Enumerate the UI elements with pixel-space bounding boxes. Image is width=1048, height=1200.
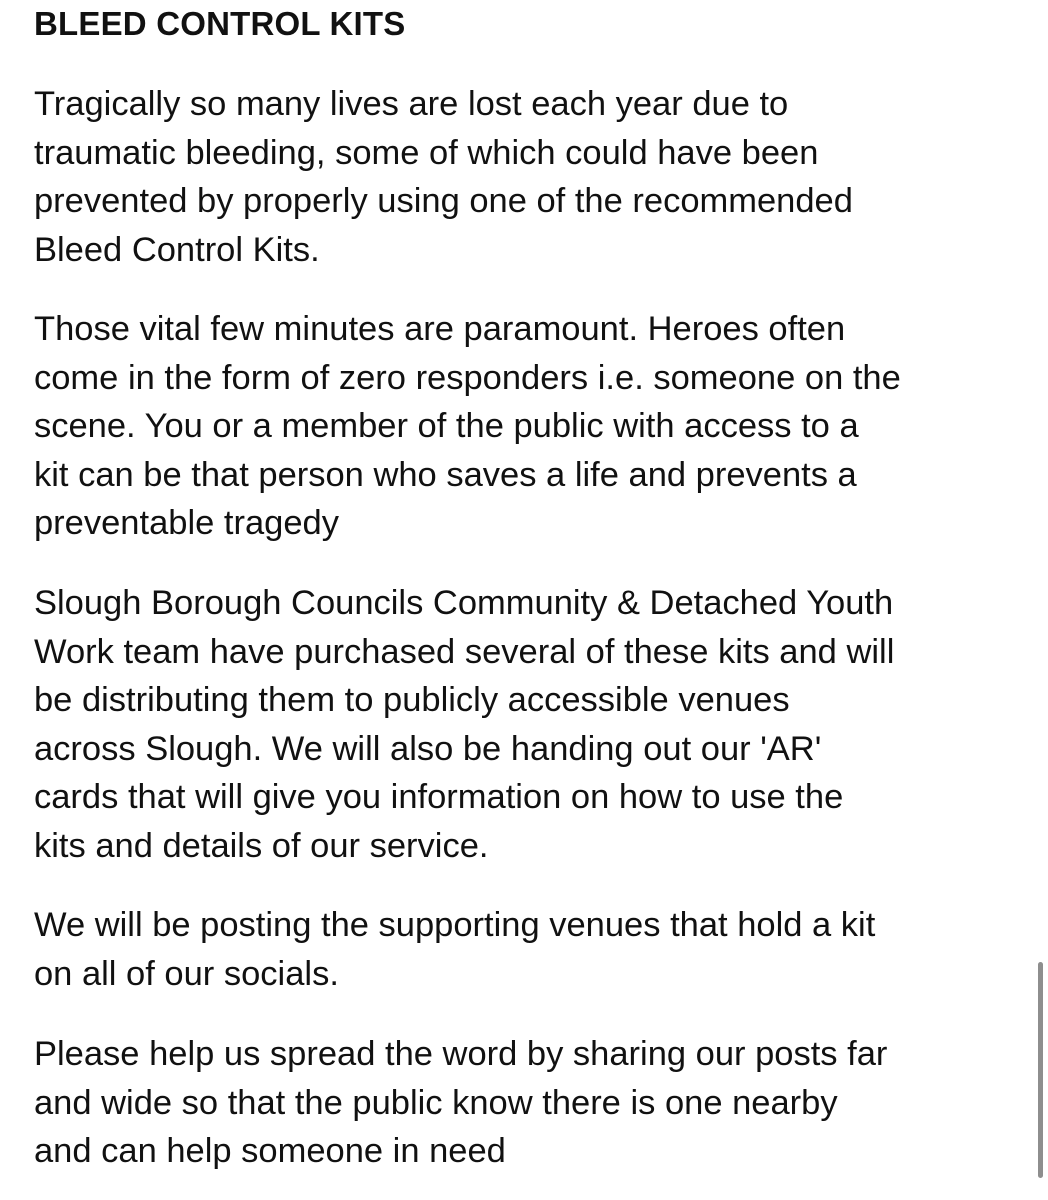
paragraph-line: scene. You or a member of the public with access to a [34, 407, 859, 446]
paragraph-line: Those vital few minutes are paramount. Heroes often [34, 310, 846, 348]
paragraph-line: Tragically so many lives are lost each year due to [34, 85, 789, 123]
paragraph-line: kits and details of our service. [34, 826, 489, 865]
paragraph-line: traumatic bleeding, some of which could have been [34, 133, 819, 172]
paragraph-line: preventable tragedy [34, 504, 339, 543]
paragraph-line: cards that will give you information on how to use the [34, 778, 844, 817]
paragraph-line: and can help someone in need [34, 1132, 506, 1171]
paragraph-line: and wide so that the public know there is one nearby [34, 1083, 838, 1122]
paragraph-line: prevented by properly using one of the recommended [34, 182, 853, 221]
paragraph-3 [34, 579, 894, 871]
paragraph-line: come in the form of zero responders i.e. someone on the [34, 358, 901, 397]
paragraph-line: be distributing them to publicly accessible venues [34, 681, 790, 720]
paragraph-line: kit can be that person who saves a life and prevents a [34, 455, 857, 494]
paragraph-4 [34, 901, 875, 998]
paragraph-line: Bleed Control Kits. [34, 230, 320, 269]
paragraph-line: We will be posting the supporting venues that hold a kit [34, 906, 876, 944]
post-title: BLEED CONTROL KITS [34, 5, 406, 42]
paragraph-line: Work team have purchased several of these kits and will [34, 632, 895, 671]
paragraph-line: on all of our socials. [34, 954, 339, 993]
scrollbar-thumb[interactable] [1038, 962, 1043, 1178]
paragraph-2 [34, 305, 901, 548]
paragraph-line: Slough Borough Councils Community & Detached Youth [34, 584, 894, 622]
paragraph-line: across Slough. We will also be handing out our 'AR' [34, 729, 822, 768]
paragraph-5 [34, 1030, 887, 1176]
paragraph-line: Please help us spread the word by sharing our posts far [34, 1035, 888, 1073]
paragraph-1 [34, 80, 853, 274]
vertical-scrollbar[interactable] [1034, 0, 1048, 1200]
